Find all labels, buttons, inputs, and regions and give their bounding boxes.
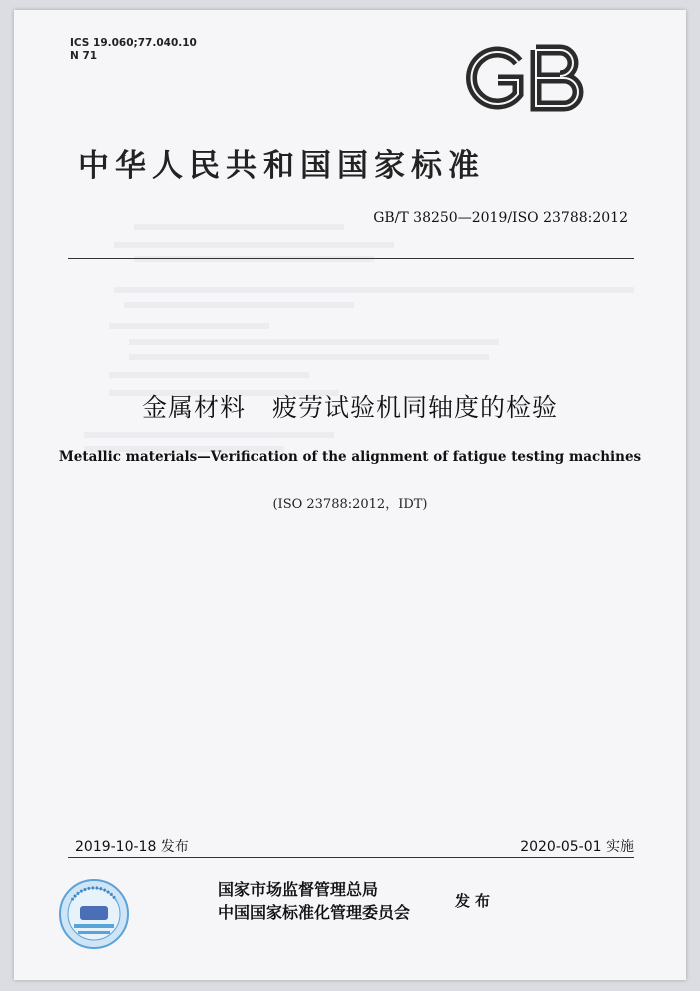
show-through-line <box>129 354 489 360</box>
implementation-date: 2020-05-01 实施 <box>520 839 634 855</box>
ics-code: ICS 19.060;77.040.10 <box>70 37 197 49</box>
show-through-line <box>84 432 334 438</box>
national-standard-heading: 中华人民共和国国家标准 <box>78 148 485 184</box>
show-through-line <box>134 256 374 262</box>
show-through-line <box>109 323 269 329</box>
issuer-samr: 国家市场监督管理总局 <box>218 880 379 899</box>
anti-counterfeit-seal-icon <box>58 878 130 950</box>
iso-equivalence: (ISO 23788:2012，IDT) <box>272 497 428 512</box>
standard-number: GB/T 38250—2019/ISO 23788:2012 <box>373 210 628 226</box>
show-through-line <box>129 339 499 345</box>
footer-divider <box>68 857 634 858</box>
gb-logo <box>456 42 596 114</box>
english-title: Metallic materials—Verification of the alignment of fatigue testing machines <box>58 449 642 465</box>
show-through-line <box>124 302 354 308</box>
show-through-line <box>114 287 634 293</box>
show-through-line <box>109 372 309 378</box>
show-through-line <box>114 242 394 248</box>
header-divider <box>68 258 634 259</box>
issuer-sac: 中国国家标准化管理委员会 <box>218 903 411 922</box>
publish-label: 发布 <box>455 892 496 910</box>
category-code: N 71 <box>70 50 98 62</box>
classification-codes <box>70 37 197 63</box>
issuing-authorities <box>218 878 410 924</box>
chinese-title: 金属材料 疲劳试验机同轴度的检验 <box>141 393 558 422</box>
show-through-line <box>134 224 344 230</box>
issue-date: 2019-10-18 发布 <box>75 839 189 855</box>
